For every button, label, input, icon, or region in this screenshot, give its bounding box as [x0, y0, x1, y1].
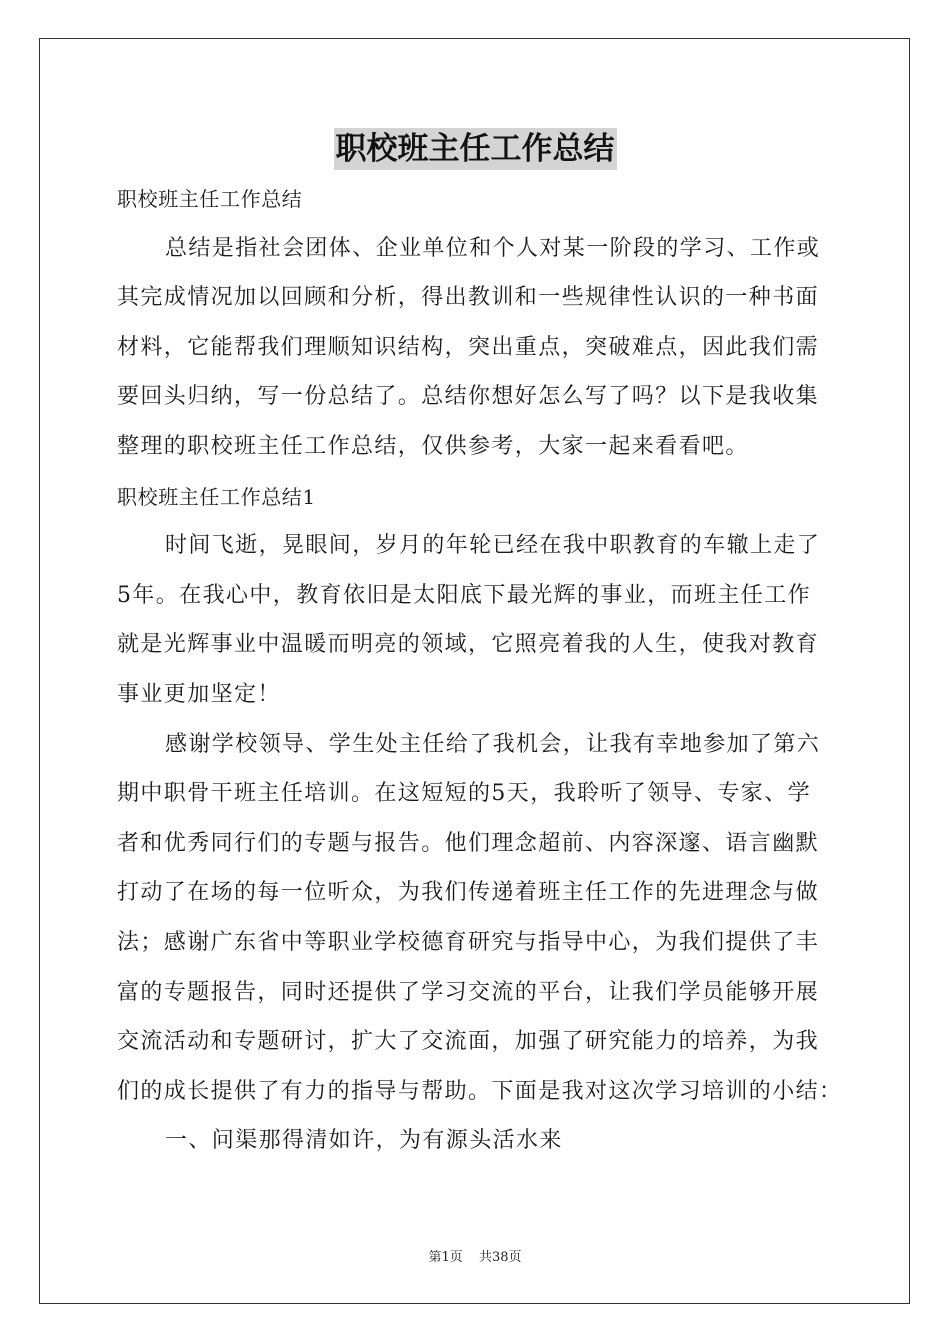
page-total: 共38页	[478, 1250, 522, 1265]
paragraph-line: 法；感谢广东省中等职业学校德育研究与指导中心，为我们提供了丰	[117, 929, 820, 955]
paragraph-line: 就是光辉事业中温暖而明亮的领域，它照亮着我的人生，使我对教育	[117, 632, 820, 658]
paragraph-line: 要回头归纳，写一份总结了。总结你想好怎么写了吗？以下是我收集	[117, 384, 820, 410]
paragraph-line: 其完成情况加以回顾和分析，得出教训和一些规律性认识的一种书面	[117, 285, 820, 311]
paragraph-line: 时间飞逝，晃眼间，岁月的年轮已经在我中职教育的车辙上走了	[165, 533, 821, 559]
page-footer	[0, 1246, 950, 1265]
page-number: 第1页	[428, 1250, 463, 1265]
paragraph-line: 打动了在场的每一位听众，为我们传递着班主任工作的先进理念与做	[117, 880, 820, 906]
paragraph-line: 整理的职校班主任工作总结，仅供参考，大家一起来看看吧。	[117, 433, 749, 459]
paragraph-line: 事业更加坚定！	[117, 681, 281, 707]
paragraph-line: 5年。在我心中，教育依旧是太阳底下最光辉的事业，而班主任工作	[117, 582, 811, 608]
paragraph-line: 者和优秀同行们的专题与报告。他们理念超前、内容深邃、语言幽默	[117, 830, 820, 856]
paragraph-line: 一、问渠那得清如许，为有源头活水来	[165, 1128, 563, 1154]
paragraph-line: 交流活动和专题研讨，扩大了交流面，加强了研究能力的培养，为我	[117, 1029, 820, 1055]
section-heading: 职校班主任工作总结1	[117, 484, 316, 509]
paragraph-line: 们的成长提供了有力的指导与帮助。下面是我对这次学习培训的小结：	[117, 1078, 843, 1104]
document-title: 职校班主任工作总结	[334, 128, 617, 170]
paragraph-line: 材料，它能帮我们理顺知识结构，突出重点，突破难点，因此我们需	[117, 334, 820, 360]
paragraph-line: 总结是指社会团体、企业单位和个人对某一阶段的学习、工作或	[165, 235, 821, 261]
paragraph-line: 感谢学校领导、学生处主任给了我机会，让我有幸地参加了第六	[165, 731, 821, 757]
document-body	[117, 180, 843, 1172]
title-container	[0, 128, 950, 170]
paragraph-line: 期中职骨干班主任培训。在这短短的5天，我聆听了领导、专家、学	[117, 781, 811, 807]
section-heading: 职校班主任工作总结	[117, 187, 303, 211]
paragraph-line: 富的专题报告，同时还提供了学习交流的平台，让我们学员能够开展	[117, 979, 820, 1005]
